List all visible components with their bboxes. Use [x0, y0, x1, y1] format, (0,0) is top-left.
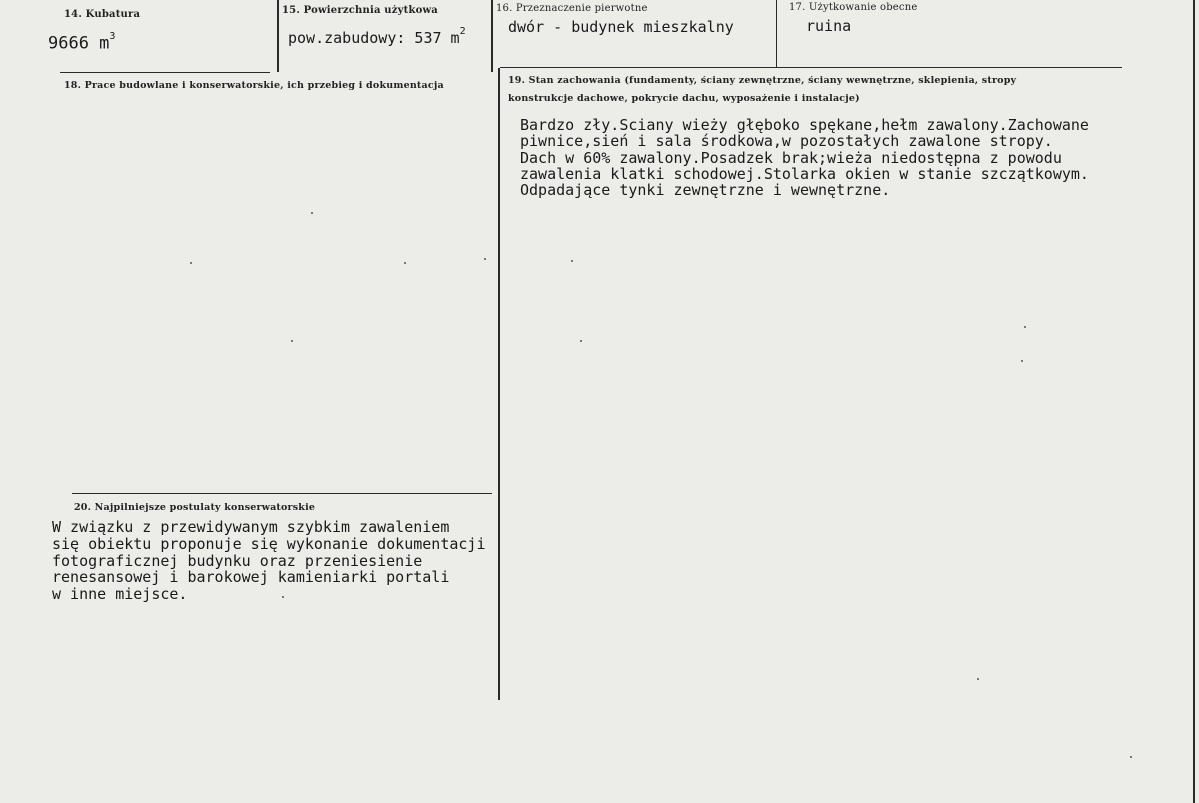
scan-speck [311, 212, 313, 214]
field-15-exponent: 2 [459, 26, 466, 37]
section-20-top-border [72, 493, 492, 494]
field-18-label: 18. Prace budowlane i konserwatorskie, ich przebieg i dokumentacja [64, 80, 444, 91]
field-14-value [48, 32, 115, 52]
field-16-value: dwór - budynek mieszkalny [508, 18, 734, 36]
field-14-exponent: 3 [109, 31, 116, 42]
field-15-text: pow.zabudowy: 537 m [288, 29, 460, 47]
field-19-line: Odpadające tynki zewnętrzne i wewnętrzne. [520, 181, 891, 200]
field-20-line: W związku z przewidywanym szybkim zawaleniem [52, 518, 450, 536]
top-row-bottom-border-right [500, 67, 1122, 68]
scan-speck [1024, 326, 1026, 328]
field-17-value: ruina [806, 17, 852, 35]
scan-speck [977, 678, 979, 680]
field-19-line: Dach w 60% zawalony.Posadzek brak;wieża niedostępna z powodu [520, 148, 1062, 167]
right-edge-border [1193, 0, 1195, 803]
field-19-label-line-1: 19. Stan zachowania (fundamenty, ściany zewnętrzne, ściany wewnętrzne, sklepienia, stropy [508, 75, 1017, 86]
field-15-label: 15. Powierzchnia użytkowa [282, 5, 438, 16]
field-20-line: w inne miejsce. [52, 585, 188, 604]
divider-14-15 [277, 0, 279, 72]
field-17-label: 17. Użytkowanie obecne [789, 2, 918, 13]
field-19-label-line-2: konstrukcje dachowe, pokrycie dachu, wyposażenie i instalacje) [508, 93, 860, 104]
field-19-line: piwnice,sień i sala środkowa,w pozostałych zawalone stropy. [520, 132, 1053, 151]
field-15-value [288, 27, 466, 46]
field-16-label: 16. Przeznaczenie pierwotne [496, 3, 648, 14]
scan-speck [571, 260, 573, 262]
scan-speck [190, 262, 192, 264]
divider-16-17 [776, 0, 777, 67]
field-14-label: 14. Kubatura [64, 9, 141, 20]
field-20-label: 20. Najpilniejsze postulaty konserwatorskie [74, 502, 316, 513]
field-20-line: się obiektu proponuje się wykonanie dokumentacji [52, 534, 486, 553]
scan-speck [484, 258, 486, 260]
scan-speck [580, 340, 582, 342]
scan-speck [404, 262, 406, 264]
divider-15-16 [491, 0, 493, 72]
field-19-text [520, 117, 1089, 198]
scan-speck [291, 340, 293, 342]
field-19-line: Bardzo zły.Sciany wieży głęboko spękane,hełm zawalony.Zachowane [520, 116, 1089, 134]
scan-speck [1021, 360, 1023, 362]
field-14-number: 9666 m [48, 33, 110, 54]
field-19-line: zawalenia klatki schodowej.Stolarka okien w stanie szczątkowym. [520, 164, 1089, 183]
field-20-line: fotograficznej budynku oraz przeniesienie [52, 551, 423, 570]
field-20-text [52, 519, 485, 603]
field-20-line: renesansowej i barokowej kamieniarki portali [52, 568, 450, 587]
top-row-bottom-border-left [60, 72, 270, 73]
scan-speck [1130, 756, 1132, 758]
main-vertical-divider [498, 68, 500, 700]
scan-speck [282, 596, 284, 598]
